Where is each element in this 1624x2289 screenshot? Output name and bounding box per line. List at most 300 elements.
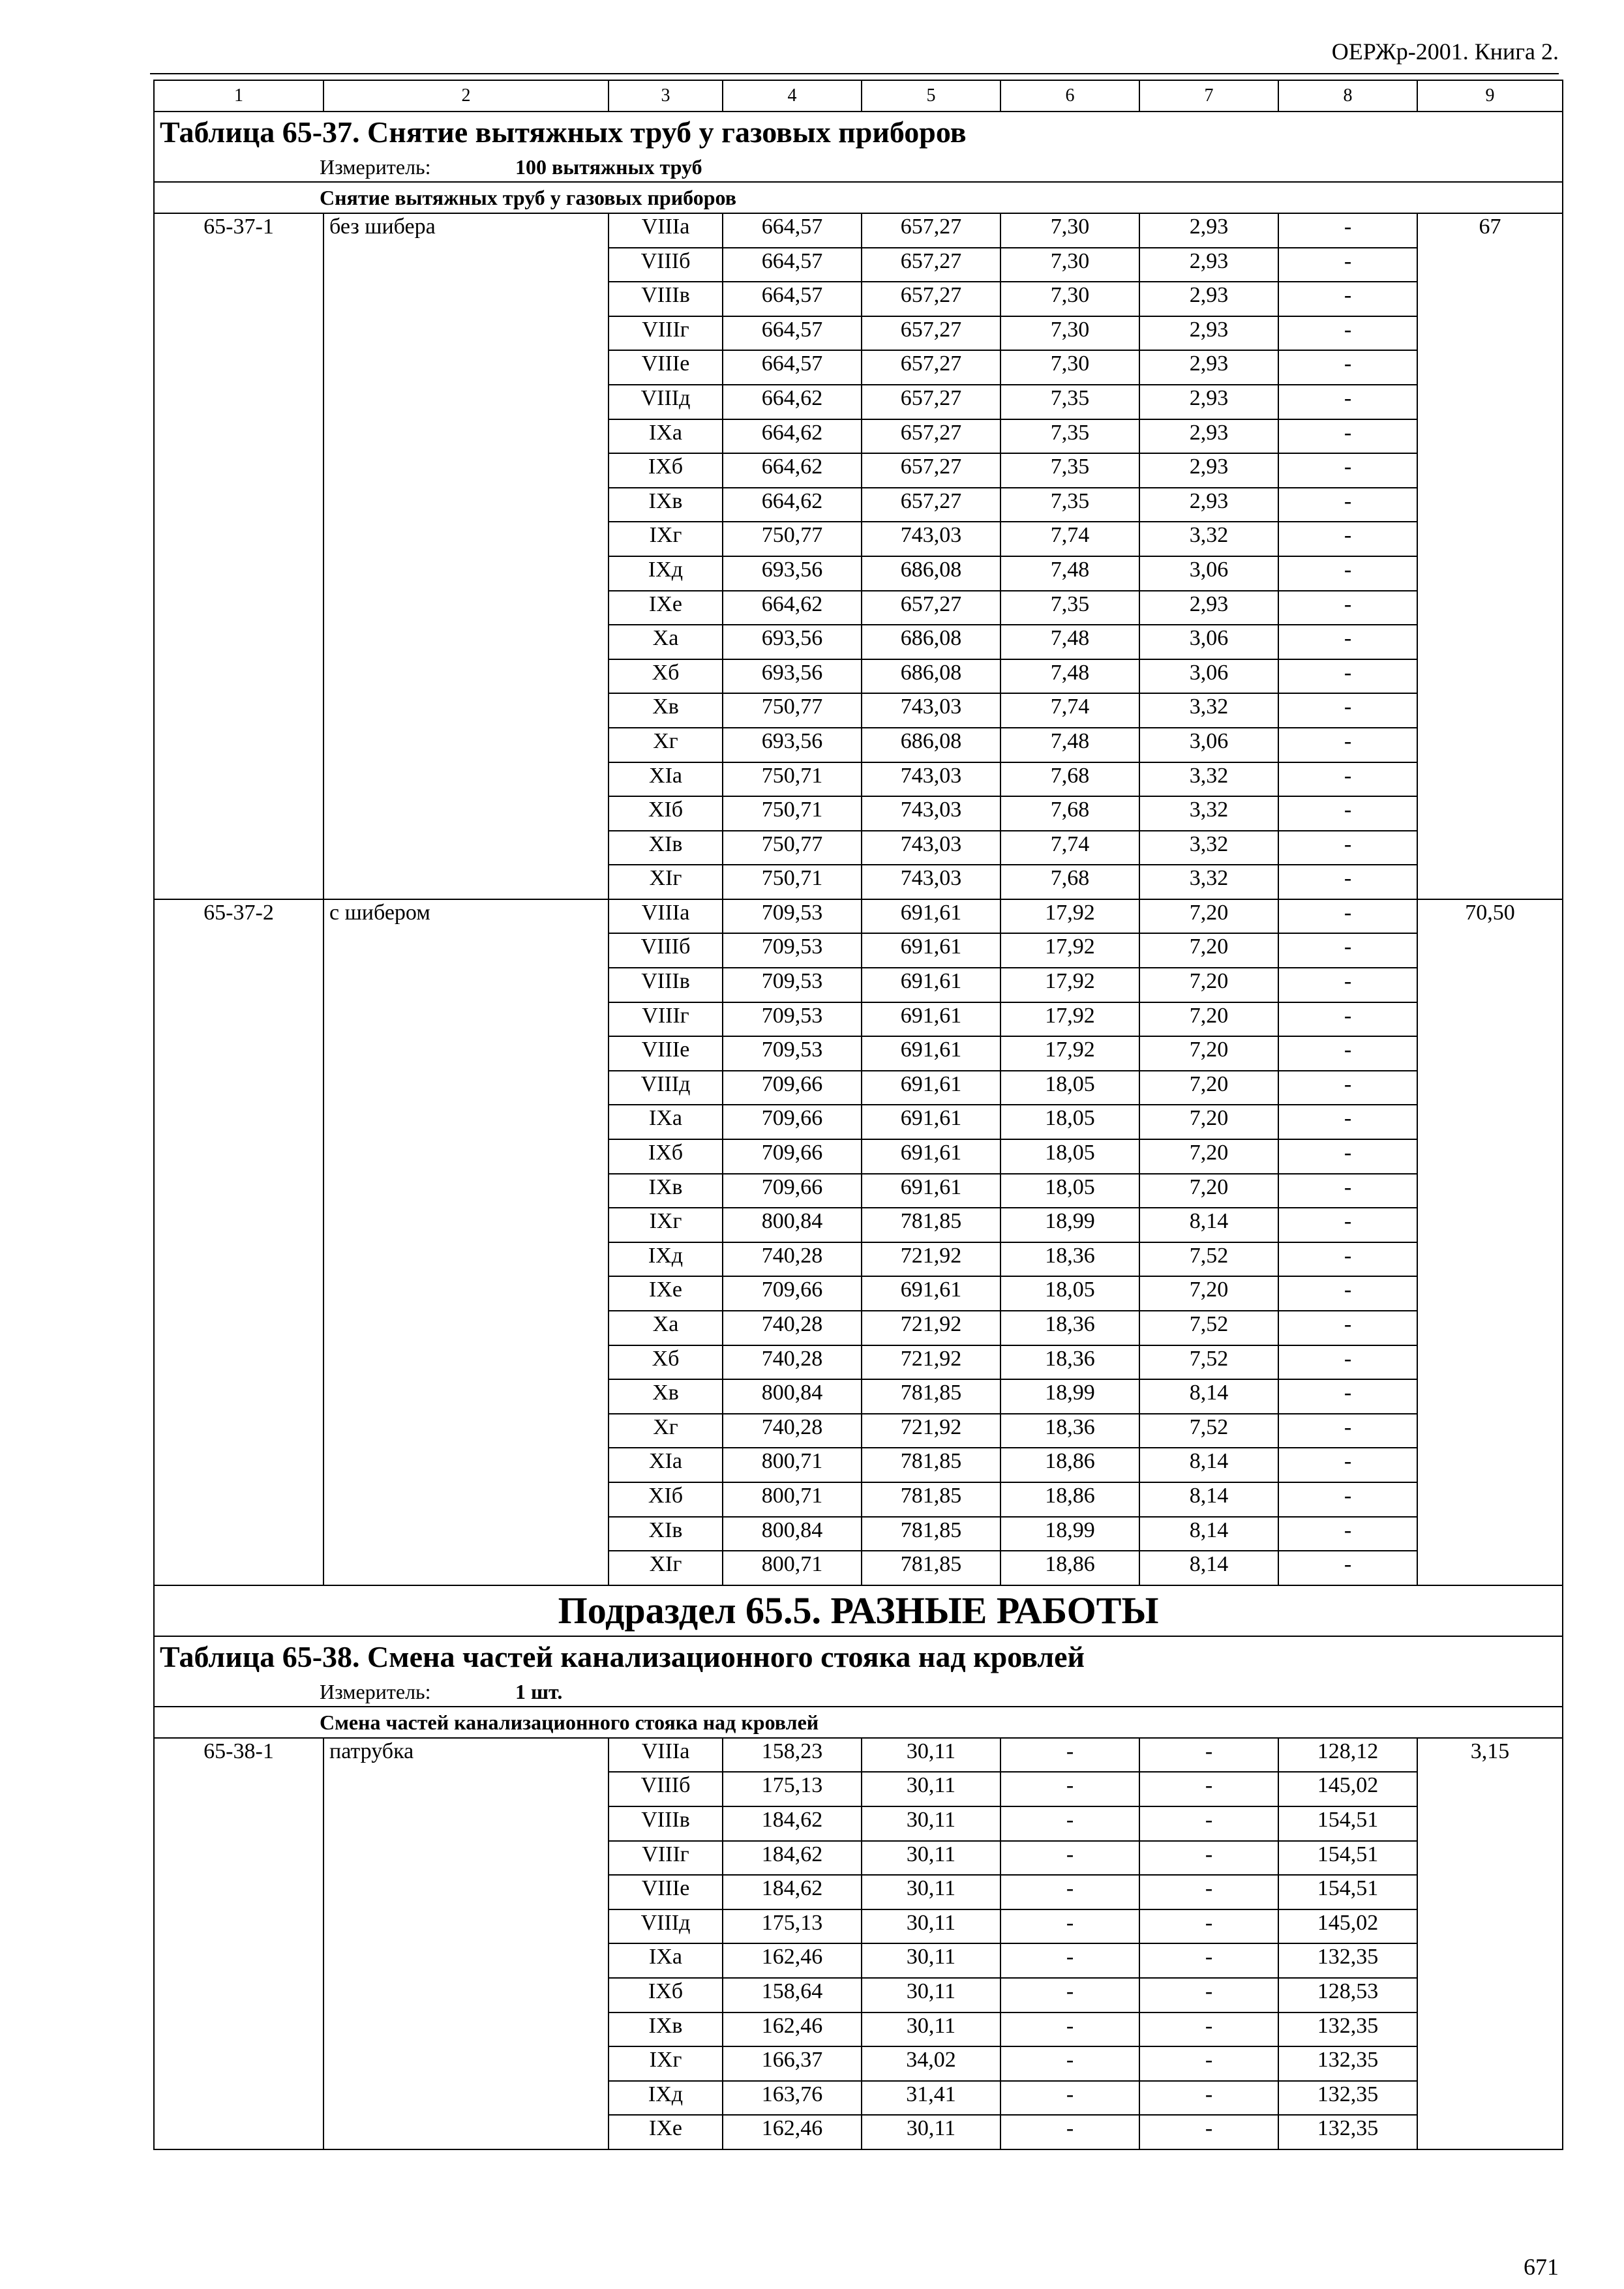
table-cell: 128,12 (1278, 1738, 1417, 1773)
table-cell: - (1278, 1276, 1417, 1311)
page-number: 671 (1524, 2254, 1559, 2280)
table-cell: - (1278, 762, 1417, 797)
table-cell: 693,56 (723, 728, 862, 762)
table-cell: - (1278, 419, 1417, 454)
table-cell: 781,85 (862, 1448, 1000, 1482)
table-cell: - (1278, 1311, 1417, 1345)
table-cell: - (1000, 1943, 1139, 1978)
section-row (154, 182, 1563, 213)
table-cell: 657,27 (862, 591, 1000, 625)
table-cell: 7,48 (1000, 625, 1139, 659)
table-row (154, 1738, 1563, 1773)
table-cell: - (1278, 1174, 1417, 1208)
column-number: 1 (154, 80, 323, 112)
table-cell: - (1278, 1242, 1417, 1277)
table-cell: 657,27 (862, 213, 1000, 248)
table-cell: 800,71 (723, 1482, 862, 1517)
table-cell: 657,27 (862, 316, 1000, 351)
table-cell: 30,11 (862, 1875, 1000, 1909)
rate-name: без шибера (323, 213, 609, 899)
table-cell: 30,11 (862, 2115, 1000, 2149)
table-cell: 800,71 (723, 1448, 862, 1482)
labor-cost: 3,15 (1417, 1738, 1563, 2149)
table-cell: XIа (609, 762, 723, 797)
table-cell: 7,52 (1139, 1311, 1278, 1345)
table-cell: - (1278, 1551, 1417, 1585)
table-cell: 691,61 (862, 899, 1000, 934)
table-cell: - (1278, 1379, 1417, 1414)
measure-value: 1 шт. (515, 1679, 563, 1703)
table-cell: 18,99 (1000, 1208, 1139, 1242)
table-cell: 743,03 (862, 831, 1000, 865)
table-cell: - (1278, 1517, 1417, 1551)
table-cell: 162,46 (723, 2115, 862, 2149)
rate-name: с шибером (323, 899, 609, 1585)
table-cell: 721,92 (862, 1345, 1000, 1380)
table-cell: - (1278, 933, 1417, 968)
table-cell: 750,77 (723, 522, 862, 556)
column-number: 9 (1417, 80, 1563, 112)
table-cell: 162,46 (723, 1943, 862, 1978)
table-cell: 128,53 (1278, 1978, 1417, 2012)
table-cell: - (1278, 1002, 1417, 1037)
table-cell: 664,62 (723, 488, 862, 522)
table-cell: 8,14 (1139, 1448, 1278, 1482)
table-cell: 2,93 (1139, 385, 1278, 419)
table-cell: 7,48 (1000, 556, 1139, 591)
table-cell: 709,66 (723, 1139, 862, 1174)
table-cell: 7,35 (1000, 453, 1139, 488)
table-cell: - (1278, 591, 1417, 625)
table-cell: 740,28 (723, 1311, 862, 1345)
column-number: 4 (723, 80, 862, 112)
table-cell: - (1000, 1806, 1139, 1841)
table-cell: 781,85 (862, 1551, 1000, 1585)
running-header: ОЕРЖр-2001. Книга 2. (1331, 38, 1559, 65)
table-cell: 18,86 (1000, 1482, 1139, 1517)
table-cell: 743,03 (862, 796, 1000, 831)
table-cell: - (1000, 1738, 1139, 1773)
table-cell: 664,62 (723, 591, 862, 625)
table-cell: 691,61 (862, 933, 1000, 968)
table-cell: 781,85 (862, 1208, 1000, 1242)
table-cell: 709,53 (723, 1002, 862, 1037)
table-cell: IXе (609, 1276, 723, 1311)
table-cell: 664,57 (723, 248, 862, 282)
section-title (154, 182, 1563, 213)
table-cell: Xа (609, 1311, 723, 1345)
table-cell: IXв (609, 488, 723, 522)
table-cell: - (1278, 659, 1417, 694)
table-cell: 18,05 (1000, 1276, 1139, 1311)
table-cell: 750,77 (723, 831, 862, 865)
table-cell: 740,28 (723, 1345, 862, 1380)
table-cell: 709,53 (723, 968, 862, 1002)
table-cell: VIIIв (609, 1806, 723, 1841)
table-cell: Xа (609, 625, 723, 659)
table-cell: 7,74 (1000, 693, 1139, 728)
table-cell: - (1278, 1345, 1417, 1380)
table-cell: 18,36 (1000, 1311, 1139, 1345)
table-cell: 657,27 (862, 282, 1000, 316)
table-cell: 3,32 (1139, 762, 1278, 797)
table-cell: 691,61 (862, 1276, 1000, 1311)
table-cell: Xв (609, 1379, 723, 1414)
table-cell: 7,20 (1139, 1276, 1278, 1311)
table-cell: Xб (609, 1345, 723, 1380)
table-cell: 18,36 (1000, 1345, 1139, 1380)
table-cell: 664,62 (723, 419, 862, 454)
table-cell: 184,62 (723, 1841, 862, 1876)
table-cell: 2,93 (1139, 316, 1278, 351)
table-cell: Xг (609, 1414, 723, 1448)
table-cell: 2,93 (1139, 248, 1278, 282)
table-cell: - (1278, 796, 1417, 831)
table-cell: 7,74 (1000, 831, 1139, 865)
table-cell: 693,56 (723, 625, 862, 659)
table-cell: 2,93 (1139, 350, 1278, 385)
table-cell: VIIIд (609, 385, 723, 419)
table-cell: 30,11 (862, 1841, 1000, 1876)
table-cell: 693,56 (723, 556, 862, 591)
table-cell: 7,35 (1000, 591, 1139, 625)
rates-table (153, 80, 1563, 2150)
table-cell: IXг (609, 522, 723, 556)
column-number: 7 (1139, 80, 1278, 112)
table-cell: 686,08 (862, 728, 1000, 762)
table-cell: 657,27 (862, 350, 1000, 385)
table-cell: - (1278, 831, 1417, 865)
table-cell: - (1278, 282, 1417, 316)
table-cell: 7,20 (1139, 1071, 1278, 1105)
table-cell: - (1278, 968, 1417, 1002)
table-cell: 721,92 (862, 1311, 1000, 1345)
table-cell: IXд (609, 2081, 723, 2116)
table-title-row (154, 112, 1563, 153)
table-cell: 18,99 (1000, 1517, 1139, 1551)
table-body (154, 80, 1563, 2149)
table-cell: XIг (609, 865, 723, 899)
table-cell: 2,93 (1139, 591, 1278, 625)
table-cell: 8,14 (1139, 1208, 1278, 1242)
table-cell: 132,35 (1278, 1943, 1417, 1978)
measure-value: 100 вытяжных труб (515, 155, 702, 179)
table-cell: 7,30 (1000, 248, 1139, 282)
table-cell: 800,84 (723, 1208, 862, 1242)
table-cell: 184,62 (723, 1875, 862, 1909)
table-cell: 691,61 (862, 968, 1000, 1002)
table-cell: 7,48 (1000, 659, 1139, 694)
table-title: Таблица 65-38. Смена частей канализационного стояка над кровлей (154, 1636, 1563, 1677)
table-cell: VIIIе (609, 1875, 723, 1909)
table-cell: 7,20 (1139, 968, 1278, 1002)
table-cell: IXв (609, 1174, 723, 1208)
table-cell: VIIIе (609, 1036, 723, 1071)
table-cell: 693,56 (723, 659, 862, 694)
table-cell: 7,35 (1000, 385, 1139, 419)
table-cell: 750,77 (723, 693, 862, 728)
table-cell: - (1278, 1139, 1417, 1174)
table-title: Таблица 65-37. Снятие вытяжных труб у газовых приборов (154, 112, 1563, 153)
measure-row (154, 1677, 1563, 1707)
table-cell: 132,35 (1278, 2046, 1417, 2081)
table-cell: 158,64 (723, 1978, 862, 2012)
table-cell: - (1278, 693, 1417, 728)
column-number: 6 (1000, 80, 1139, 112)
table-cell: - (1278, 625, 1417, 659)
table-cell: IXг (609, 2046, 723, 2081)
table-cell: VIIIа (609, 213, 723, 248)
table-cell: 3,06 (1139, 556, 1278, 591)
table-cell: 18,05 (1000, 1105, 1139, 1139)
table-row (154, 899, 1563, 934)
table-cell: VIIIб (609, 248, 723, 282)
table-cell: 34,02 (862, 2046, 1000, 2081)
table-cell: XIг (609, 1551, 723, 1585)
table-cell: 18,05 (1000, 1071, 1139, 1105)
table-cell: 7,30 (1000, 282, 1139, 316)
table-cell: 30,11 (862, 1738, 1000, 1773)
table-cell: - (1278, 1036, 1417, 1071)
table-cell: 743,03 (862, 865, 1000, 899)
table-cell: 7,20 (1139, 899, 1278, 934)
table-cell: 18,36 (1000, 1414, 1139, 1448)
table-cell: - (1000, 1909, 1139, 1944)
table-cell: 132,35 (1278, 2012, 1417, 2047)
column-number: 8 (1278, 80, 1417, 112)
table-cell: - (1278, 728, 1417, 762)
table-cell: - (1139, 1875, 1278, 1909)
subsection-row (154, 1585, 1563, 1636)
column-number: 5 (862, 80, 1000, 112)
table-cell: 3,32 (1139, 693, 1278, 728)
table-cell: 7,20 (1139, 1105, 1278, 1139)
table-cell: 18,36 (1000, 1242, 1139, 1277)
table-cell: 2,93 (1139, 488, 1278, 522)
table-cell: 3,06 (1139, 728, 1278, 762)
table-cell: - (1139, 1738, 1278, 1773)
table-cell: - (1000, 2081, 1139, 2116)
table-cell: - (1000, 1978, 1139, 2012)
table-cell: 781,85 (862, 1482, 1000, 1517)
table-cell: XIв (609, 1517, 723, 1551)
table-cell: IXд (609, 1242, 723, 1277)
table-cell: VIIIг (609, 316, 723, 351)
table-cell: 145,02 (1278, 1772, 1417, 1806)
table-cell: 664,57 (723, 282, 862, 316)
table-cell: 740,28 (723, 1414, 862, 1448)
measure-row (154, 153, 1563, 182)
table-cell: 2,93 (1139, 419, 1278, 454)
table-cell: 7,74 (1000, 522, 1139, 556)
table-cell: 691,61 (862, 1105, 1000, 1139)
table-cell: - (1139, 2012, 1278, 2047)
table-cell: - (1278, 1071, 1417, 1105)
table-cell: - (1278, 350, 1417, 385)
table-cell: 17,92 (1000, 899, 1139, 934)
table-cell: 7,20 (1139, 933, 1278, 968)
table-cell: - (1139, 1943, 1278, 1978)
table-cell: - (1278, 1414, 1417, 1448)
table-cell: 691,61 (862, 1139, 1000, 1174)
table-cell: 7,52 (1139, 1345, 1278, 1380)
table-cell: 7,52 (1139, 1242, 1278, 1277)
table-cell: 7,30 (1000, 213, 1139, 248)
table-cell: 30,11 (862, 2012, 1000, 2047)
table-cell: 30,11 (862, 1772, 1000, 1806)
rate-code: 65-38-1 (154, 1738, 323, 2149)
table-cell: - (1000, 1841, 1139, 1876)
table-cell: 30,11 (862, 1943, 1000, 1978)
table-cell: VIIIв (609, 282, 723, 316)
table-cell: - (1278, 213, 1417, 248)
table-row (154, 213, 1563, 248)
table-cell: VIIIг (609, 1841, 723, 1876)
table-cell: VIIIе (609, 350, 723, 385)
table-cell: Xг (609, 728, 723, 762)
table-cell: IXа (609, 1105, 723, 1139)
table-cell: 7,20 (1139, 1139, 1278, 1174)
table-cell: 158,23 (723, 1738, 862, 1773)
table-cell: IXб (609, 1978, 723, 2012)
table-cell: VIIIд (609, 1909, 723, 1944)
measure-label: Измеритель: (320, 1679, 431, 1703)
rate-name: патрубка (323, 1738, 609, 2149)
table-cell: - (1278, 248, 1417, 282)
column-number: 2 (323, 80, 609, 112)
table-cell: 800,71 (723, 1551, 862, 1585)
table-cell: 800,84 (723, 1517, 862, 1551)
table-cell: IXб (609, 1139, 723, 1174)
section-row (154, 1707, 1563, 1738)
table-cell: - (1278, 316, 1417, 351)
table-cell: XIа (609, 1448, 723, 1482)
table-cell: 7,35 (1000, 488, 1139, 522)
table-cell: - (1278, 453, 1417, 488)
table-cell: 8,14 (1139, 1517, 1278, 1551)
table-cell: 709,66 (723, 1105, 862, 1139)
table-cell: IXв (609, 2012, 723, 2047)
table-cell: 691,61 (862, 1036, 1000, 1071)
table-cell: XIб (609, 796, 723, 831)
table-cell: VIIIб (609, 933, 723, 968)
rate-code: 65-37-2 (154, 899, 323, 1585)
table-cell: - (1000, 1772, 1139, 1806)
table-cell: VIIIа (609, 1738, 723, 1773)
table-cell: 17,92 (1000, 968, 1139, 1002)
table-cell: - (1278, 1482, 1417, 1517)
table-cell: - (1000, 2115, 1139, 2149)
table-cell: 657,27 (862, 248, 1000, 282)
table-cell: 163,76 (723, 2081, 862, 2116)
table-cell: - (1278, 385, 1417, 419)
table-cell: 18,86 (1000, 1448, 1139, 1482)
measure-cell (154, 1677, 1563, 1707)
table-cell: IXд (609, 556, 723, 591)
table-cell: 2,93 (1139, 213, 1278, 248)
table-cell: - (1278, 1448, 1417, 1482)
table-cell: - (1139, 2115, 1278, 2149)
table-cell: 3,32 (1139, 831, 1278, 865)
table-cell: - (1139, 1806, 1278, 1841)
table-cell: 686,08 (862, 659, 1000, 694)
table-cell: - (1139, 1841, 1278, 1876)
table-title-row (154, 1636, 1563, 1677)
table-cell: - (1278, 522, 1417, 556)
table-cell: IXб (609, 453, 723, 488)
table-cell: 8,14 (1139, 1482, 1278, 1517)
table-cell: 30,11 (862, 1806, 1000, 1841)
table-cell: 8,14 (1139, 1379, 1278, 1414)
table-cell: 18,86 (1000, 1551, 1139, 1585)
measure-label: Измеритель: (320, 155, 431, 179)
table-cell: 3,06 (1139, 625, 1278, 659)
table-cell: 657,27 (862, 488, 1000, 522)
table-cell: 2,93 (1139, 453, 1278, 488)
table-cell: 7,52 (1139, 1414, 1278, 1448)
table-cell: IXа (609, 1943, 723, 1978)
table-cell: 2,93 (1139, 282, 1278, 316)
table-cell: 664,62 (723, 453, 862, 488)
table-cell: 145,02 (1278, 1909, 1417, 1944)
table-cell: 31,41 (862, 2081, 1000, 2116)
table-cell: 7,48 (1000, 728, 1139, 762)
table-cell: - (1278, 865, 1417, 899)
table-cell: 7,30 (1000, 350, 1139, 385)
measure-cell (154, 153, 1563, 182)
table-cell: 17,92 (1000, 1036, 1139, 1071)
table-cell: VIIIв (609, 968, 723, 1002)
table-cell: 750,71 (723, 762, 862, 797)
table-cell: 743,03 (862, 693, 1000, 728)
table-cell: 175,13 (723, 1772, 862, 1806)
table-cell: 162,46 (723, 2012, 862, 2047)
table-cell: - (1278, 899, 1417, 934)
table-cell: 740,28 (723, 1242, 862, 1277)
table-cell: IXг (609, 1208, 723, 1242)
table-cell: 154,51 (1278, 1806, 1417, 1841)
subsection-title: Подраздел 65.5. РАЗНЫЕ РАБОТЫ (154, 1585, 1563, 1636)
table-cell: 17,92 (1000, 1002, 1139, 1037)
table-cell: 3,06 (1139, 659, 1278, 694)
table-cell: 7,35 (1000, 419, 1139, 454)
table-cell: Xб (609, 659, 723, 694)
table-cell: 781,85 (862, 1379, 1000, 1414)
table-cell: 709,53 (723, 899, 862, 934)
table-cell: 166,37 (723, 2046, 862, 2081)
header-rule (150, 73, 1559, 74)
table-cell: 743,03 (862, 522, 1000, 556)
table-cell: 781,85 (862, 1517, 1000, 1551)
table-cell: 750,71 (723, 865, 862, 899)
table-cell: 743,03 (862, 762, 1000, 797)
table-cell: - (1139, 2046, 1278, 2081)
table-cell: 691,61 (862, 1071, 1000, 1105)
table-cell: - (1139, 1978, 1278, 2012)
table-cell: 30,11 (862, 1978, 1000, 2012)
table-cell: 664,57 (723, 350, 862, 385)
table-cell: 18,05 (1000, 1174, 1139, 1208)
table-cell: 800,84 (723, 1379, 862, 1414)
table-cell: 7,68 (1000, 762, 1139, 797)
table-cell: 709,53 (723, 933, 862, 968)
table-cell: 154,51 (1278, 1875, 1417, 1909)
table-cell: 3,32 (1139, 865, 1278, 899)
table-cell: Xв (609, 693, 723, 728)
section-title-text: Смена частей канализационного стояка над кровлей (320, 1710, 819, 1734)
table-cell: 721,92 (862, 1414, 1000, 1448)
table-cell: 657,27 (862, 419, 1000, 454)
